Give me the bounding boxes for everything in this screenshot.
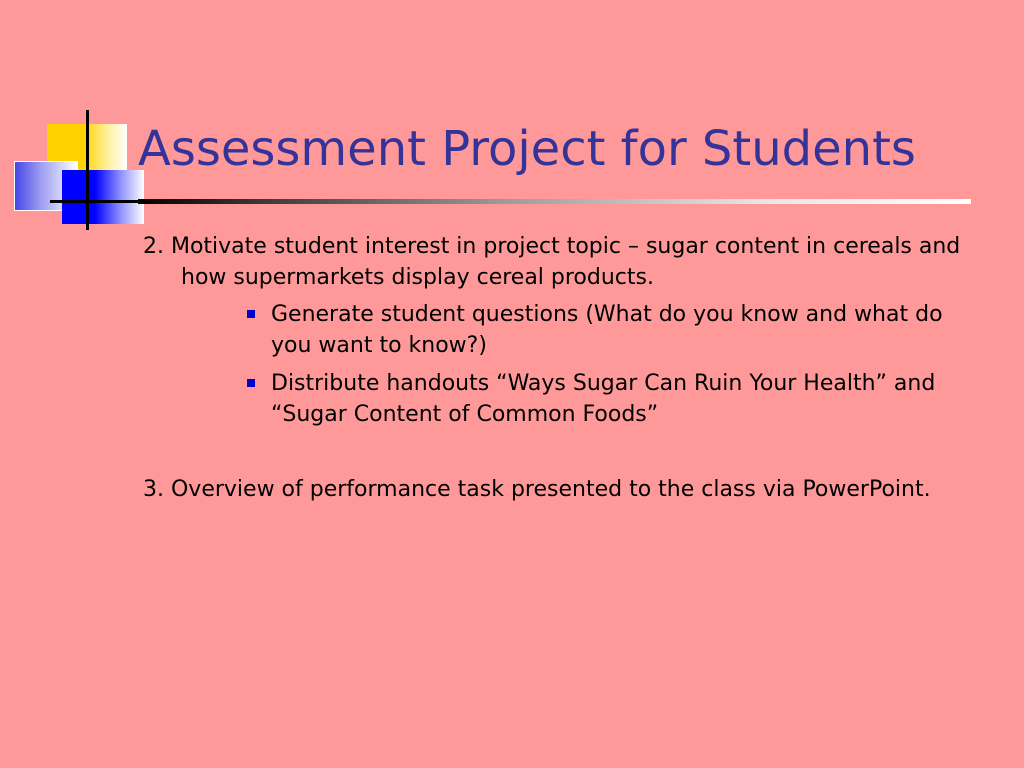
item-2-bullet-list <box>245 299 975 437</box>
bullet-text: Generate student questions (What do you know and what do you want to know?) <box>271 302 943 358</box>
item-2-text: 2. Motivate student interest in project topic – sugar content in cereals and how supermarkets display cereal products. <box>143 234 961 290</box>
horizontal-line <box>50 200 150 203</box>
slide-title: Assessment Project for Students <box>138 121 916 177</box>
bullet-text: Distribute handouts “Ways Sugar Can Ruin Your Health” and “Sugar Content of Common Foods” <box>271 371 936 427</box>
decorative-squares-logo <box>0 0 150 240</box>
item-3-text: 3. Overview of performance task presented to the class via PowerPoint. <box>143 477 931 502</box>
square-bullet-icon <box>247 310 255 318</box>
title-underline-rule <box>138 199 971 204</box>
bullet-item <box>245 299 975 361</box>
blue-square <box>62 170 144 224</box>
bullet-item <box>245 368 975 430</box>
square-bullet-icon <box>247 379 255 387</box>
vertical-line <box>86 110 89 230</box>
